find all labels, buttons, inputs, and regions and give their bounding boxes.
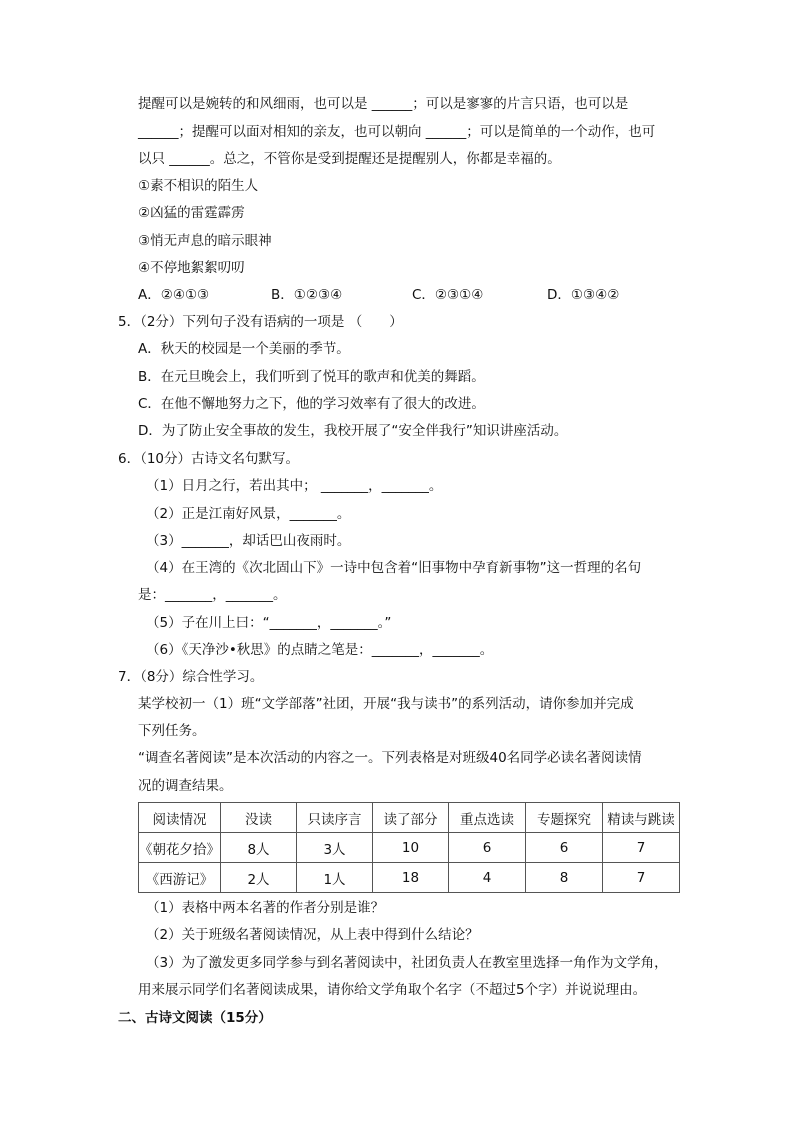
table-cell: 10 <box>373 833 449 863</box>
q4-text-line-1: 提醒可以是婉转的和风细雨，也可以是 ______；可以是寥寥的片言只语，也可以是 <box>138 96 629 112</box>
table-cell: 8 <box>526 863 603 893</box>
table-header-cell: 专题探究 <box>526 803 603 833</box>
q5-option-b[interactable]: B．在元旦晚会上，我们听到了悦耳的歌声和优美的舞蹈。 <box>138 369 485 385</box>
q5-stem: 5．（2分）下列句子没有语病的一项是 （ ） <box>118 314 403 330</box>
section-heading: 二、古诗文阅读（15分） <box>118 1010 272 1026</box>
q7-para1-line2: 下列任务。 <box>138 723 206 739</box>
table-cell: 2人 <box>221 863 297 893</box>
table-cell: 6 <box>526 833 603 863</box>
table-row <box>139 863 680 893</box>
table-cell: 7 <box>603 863 680 893</box>
q6-item-6: （6）《天净沙•秋思》的点睛之笔是：_______，_______。 <box>146 642 494 658</box>
table-cell: 3人 <box>297 833 373 863</box>
table-cell: 《西游记》 <box>139 863 221 893</box>
q4-item-2: ②凶猛的雷霆霹雳 <box>138 205 245 221</box>
q6-stem: 6．（10分）古诗文名句默写。 <box>118 451 300 467</box>
q7-sub-question-3: （3）为了激发更多同学参与到名著阅读中，社团负责人在教室里选择一角作为文学角， <box>146 955 668 971</box>
table-cell: 8人 <box>221 833 297 863</box>
q4-item-1: ①素不相识的陌生人 <box>138 178 259 194</box>
q7-para2-line2: 况的调查结果。 <box>138 778 233 794</box>
q6-item-2: （2）正是江南好风景，_______。 <box>146 506 351 522</box>
q5-option-c[interactable]: C．在他不懈地努力之下，他的学习效率有了很大的改进。 <box>138 396 485 412</box>
q6-item-4: （4）在王湾的《次北固山下》一诗中包含着“旧事物中孕育新事物”这一哲理的名句 <box>146 560 642 576</box>
q6-item-5: （5）子在川上曰：“_______，_______。” <box>146 615 392 631</box>
q7-para2-line1: “调查名著阅读”是本次活动的内容之一。下列表格是对班级40名同学必读名著阅读情 <box>138 750 642 766</box>
table-cell: 《朝花夕拾》 <box>139 833 221 863</box>
q7-sub-question-3-cont: 用来展示同学们名著阅读成果，请你给文学角取个名字（不超过5个字）并说说理由。 <box>138 982 647 998</box>
q4-text-line-3: 以只 ______。总之，不管你是受到提醒还是提醒别人，你都是幸福的。 <box>138 151 561 167</box>
reading-survey-table <box>138 802 680 893</box>
q4-option-a[interactable]: A．②④①③ <box>138 287 210 303</box>
q7-sub-question-1: （1）表格中两本名著的作者分别是谁？ <box>146 900 385 916</box>
table-cell: 6 <box>449 833 526 863</box>
table-cell: 4 <box>449 863 526 893</box>
table-header-cell: 精读与跳读 <box>603 803 680 833</box>
q7-stem: 7．（8分）综合性学习。 <box>118 669 264 685</box>
q6-item-1: （1）日月之行，若出其中； _______，_______。 <box>146 478 443 494</box>
table-header-cell: 读了部分 <box>373 803 449 833</box>
table-header-row <box>139 803 680 833</box>
q4-item-3: ③悄无声息的暗示眼神 <box>138 233 272 249</box>
table-header-cell: 阅读情况 <box>139 803 221 833</box>
q6-item-4-cont: 是：_______，_______。 <box>138 587 287 603</box>
table-cell: 1人 <box>297 863 373 893</box>
q5-option-d[interactable]: D．为了防止安全事故的发生，我校开展了“安全伴我行”知识讲座活动。 <box>138 423 568 439</box>
table-header-cell: 没读 <box>221 803 297 833</box>
q4-item-4: ④不停地絮絮叨叨 <box>138 260 245 276</box>
q7-sub-question-2: （2）关于班级名著阅读情况，从上表中得到什么结论？ <box>146 927 479 943</box>
q5-option-a[interactable]: A．秋天的校园是一个美丽的季节。 <box>138 341 350 357</box>
table-header-cell: 重点选读 <box>449 803 526 833</box>
q4-option-d[interactable]: D．①③④② <box>547 287 620 303</box>
q4-options <box>138 285 698 305</box>
table-header-cell: 只读序言 <box>297 803 373 833</box>
q7-para1-line1: 某学校初一（1）班“文学部落”社团，开展“我与读书”的系列活动，请你参加并完成 <box>138 696 634 712</box>
table-row <box>139 833 680 863</box>
q4-option-c[interactable]: C．②③①④ <box>412 287 484 303</box>
table-cell: 18 <box>373 863 449 893</box>
table-cell: 7 <box>603 833 680 863</box>
q4-text-line-2: ______；提醒可以面对相知的亲友，也可以朝向 ______；可以是简单的一个动作，也可 <box>138 124 656 140</box>
q4-option-b[interactable]: B．①②③④ <box>271 287 343 303</box>
q6-item-3: （3）_______，却话巴山夜雨时。 <box>146 533 351 549</box>
